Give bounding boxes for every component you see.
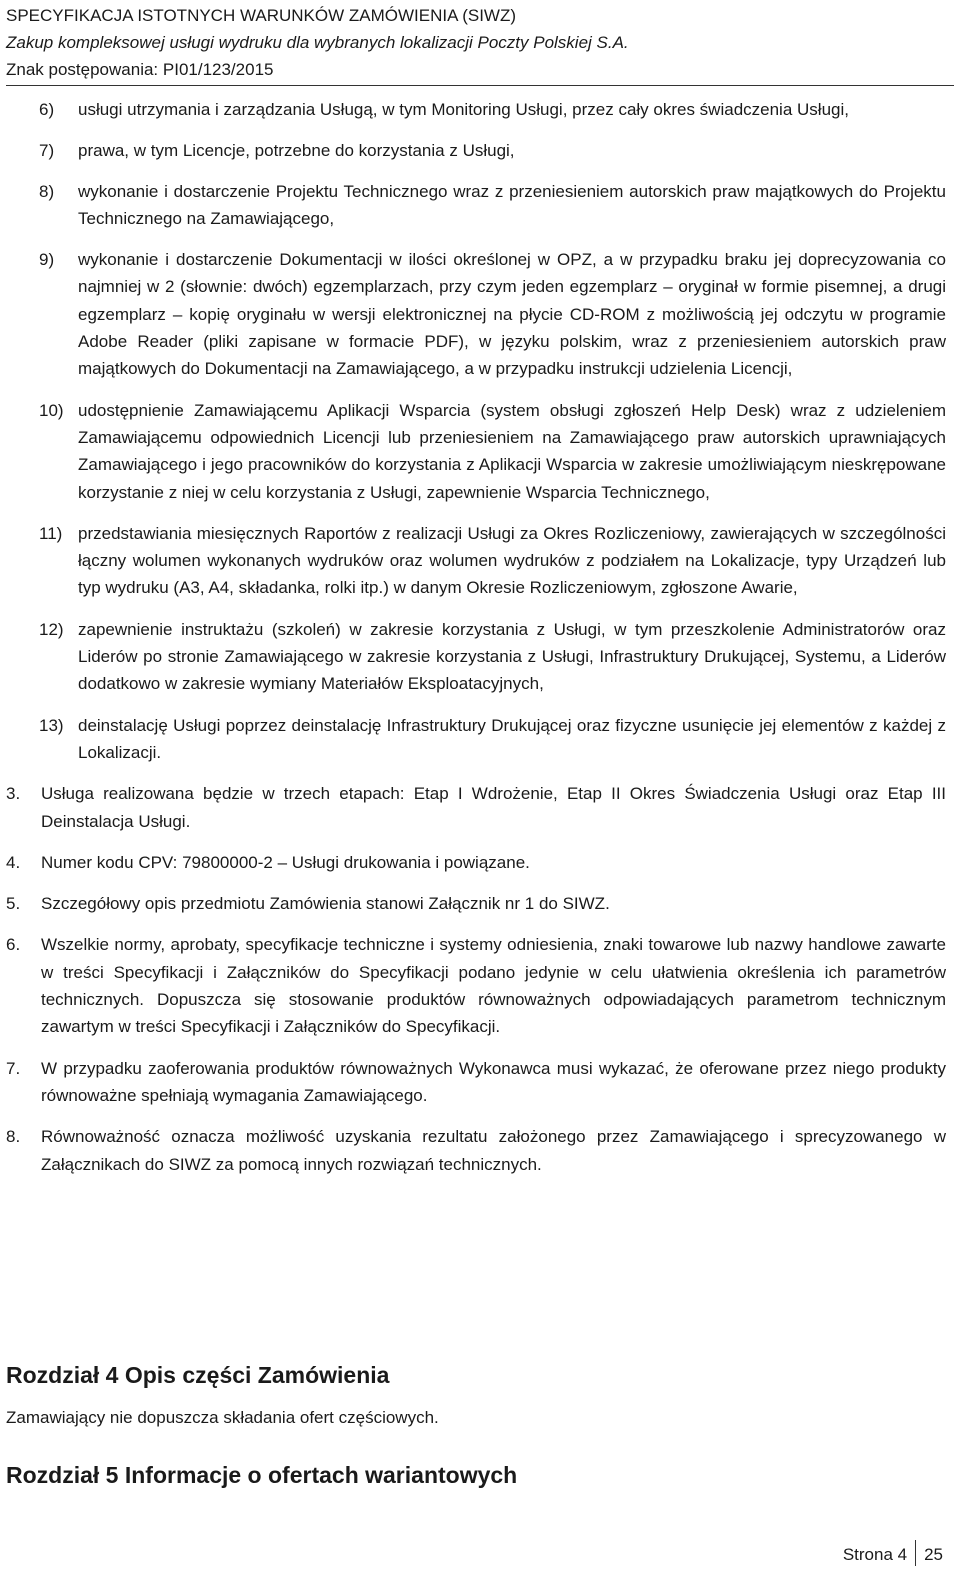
page-total: 25 xyxy=(924,1545,943,1564)
document-header xyxy=(6,2,956,83)
list-item xyxy=(0,178,960,233)
chapter-5-heading: Rozdział 5 Informacje o ofertach wariantowych xyxy=(6,1462,518,1488)
list-item-text: wykonanie i dostarczenie Dokumentacji w ilości określonej w OPZ, a w przypadku braku jej doprecyzowania co najmniej w 2 (słownie: dwóch) egzemplarzach, przy czym jeden egzemplarz – oryginał w formie pisemnej, a drugi egzemplarz – kopię oryginału w wersji elektronicznej na płycie CD-ROM z możliwością jej odczytu w programie Adobe Reader (pliki zapisane w formacie PDF), w języku polskim, wraz z przeniesieniem autorskich praw majątkowych do Dokumentacji na Zamawiającego, a w przypadku instrukcji udzielenia Licencji, xyxy=(78,250,946,379)
list-item xyxy=(0,616,960,698)
list-item-text: udostępnienie Zamawiającemu Aplikacji Wsparcia (system obsługi zgłoszeń Help Desk) wraz z udzieleniem Zamawiającemu odpowiednich Licencji lub przeniesieniem na Zamawiającego praw autorskich uprawniających Zamawiającego i jego pracowników do korzystania z Aplikacji Wsparcia w zakresie umożliwiającym nieskrępowane korzystanie z niej w celu korzystania z Usługi, zapewnienie Wsparcia Technicznego, xyxy=(78,400,946,502)
numbered-paragraph xyxy=(0,890,960,917)
paragraph-text: Równoważność oznacza możliwość uzyskania rezultatu założonego przez Zamawiającego i sprecyzowanego w Załącznikach do SIWZ za pomocą innych rozwiązań technicznych. xyxy=(41,1127,946,1174)
paragraph-number: 3. xyxy=(6,784,21,804)
numbered-paragraph xyxy=(0,931,960,1040)
page-number-label: Strona 4 xyxy=(842,1545,908,1564)
list-item-text: wykonanie i dostarczenie Projektu Technicznego wraz z przeniesieniem autorskich praw majątkowych do Projektu Technicznego na Zamawiającego, xyxy=(78,181,946,228)
list-item-number: 9) xyxy=(39,250,55,270)
numbered-paragraph xyxy=(0,780,960,835)
list-item xyxy=(0,246,960,382)
list-item-text: usługi utrzymania i zarządzania Usługą, w tym Monitoring Usługi, przez cały okres świadczenia Usługi, xyxy=(78,100,849,119)
header-title: SPECYFIKACJA ISTOTNYCH WARUNKÓW ZAMÓWIENIA (SIWZ) xyxy=(6,6,517,25)
list-item-text: przedstawiania miesięcznych Raportów z realizacji Usługi za Okres Rozliczeniowy, zawierających w szczególności łączny wolumen wykonanych wydruków oraz wolumen wydruków z podziałem na Lokalizacje, typy Urządzeń lub typ wydruku (A3, A4, składanka, rolki itp.) w danym Okresie Rozliczeniowym, zgłoszone Awarie, xyxy=(78,523,946,598)
paragraph-text: Numer kodu CPV: 79800000-2 – Usługi drukowania i powiązane. xyxy=(41,852,530,872)
list-item-text: deinstalację Usługi poprzez deinstalację Infrastruktury Drukującej oraz fizyczne usunięcie jej elementów z każdej z Lokalizacji. xyxy=(78,715,946,762)
list-item xyxy=(0,96,960,123)
document-body xyxy=(0,96,960,1178)
paragraph-number: 8. xyxy=(6,1127,21,1147)
list-item-number: 7) xyxy=(39,141,55,161)
list-item-number: 12) xyxy=(39,619,64,639)
list-item xyxy=(0,520,960,602)
header-reference: Znak postępowania: PI01/123/2015 xyxy=(6,60,274,79)
list-item-number: 6) xyxy=(39,100,55,119)
paragraph-number: 4. xyxy=(6,852,21,872)
header-divider xyxy=(6,85,954,86)
numbered-paragraph xyxy=(0,1123,960,1178)
list-item-number: 8) xyxy=(39,181,55,201)
list-item-number: 10) xyxy=(39,400,64,420)
list-item-number: 13) xyxy=(39,715,64,735)
paragraph-text: Wszelkie normy, aprobaty, specyfikacje techniczne i systemy odniesienia, znaki towarowe lub nazwy handlowe zawarte w treści Specyfikacji i Załączników do Specyfikacji podano jedynie w celu ułatwienia określenia ich parametrów technicznych. Dopuszcza się stosowanie produktów równoważnych odpowiadających parametrom technicznym zawartym w treści Specyfikacji i Załączników do Specyfikacji. xyxy=(41,935,946,1037)
paragraph-number: 6. xyxy=(6,935,21,955)
list-item-number: 11) xyxy=(39,523,63,543)
paragraph-text: Szczegółowy opis przedmiotu Zamówienia stanowi Załącznik nr 1 do SIWZ. xyxy=(41,894,610,914)
list-item-text: prawa, w tym Licencje, potrzebne do korzystania z Usługi, xyxy=(78,141,515,161)
page-number-separator xyxy=(915,1540,916,1566)
numbered-paragraph xyxy=(0,849,960,876)
list-item xyxy=(0,137,960,164)
page-footer xyxy=(843,1540,943,1568)
paragraph-number: 7. xyxy=(6,1058,21,1078)
numbered-paragraph xyxy=(0,1055,960,1110)
chapter-4-heading: Rozdział 4 Opis części Zamówienia xyxy=(6,1362,390,1388)
list-item xyxy=(0,397,960,506)
list-item-text: zapewnienie instruktażu (szkoleń) w zakresie korzystania z Usługi, w tym przeszkolenie Administratorów oraz Liderów po stronie Zamawiającego w zakresie korzystania z Usługi, Infrastruktury Drukującej, Systemu, a Liderów dodatkowo w zakresie wymiany Materiałów Eksploatacyjnych, xyxy=(78,619,946,694)
paragraph-text: Usługa realizowana będzie w trzech etapach: Etap I Wdrożenie, Etap II Okres Świadczenia Usługi oraz Etap III Deinstalacja Usługi. xyxy=(41,784,946,831)
chapter-4-text: Zamawiający nie dopuszcza składania ofert częściowych. xyxy=(6,1408,439,1427)
list-item xyxy=(0,712,960,767)
header-subject: Zakup kompleksowej usługi wydruku dla wybranych lokalizacji Poczty Polskiej S.A. xyxy=(6,33,629,52)
paragraph-number: 5. xyxy=(6,894,21,914)
paragraph-text: W przypadku zaoferowania produktów równoważnych Wykonawca musi wykazać, że oferowane przez niego produkty równoważne spełniają wymagania Zamawiającego. xyxy=(41,1058,946,1105)
